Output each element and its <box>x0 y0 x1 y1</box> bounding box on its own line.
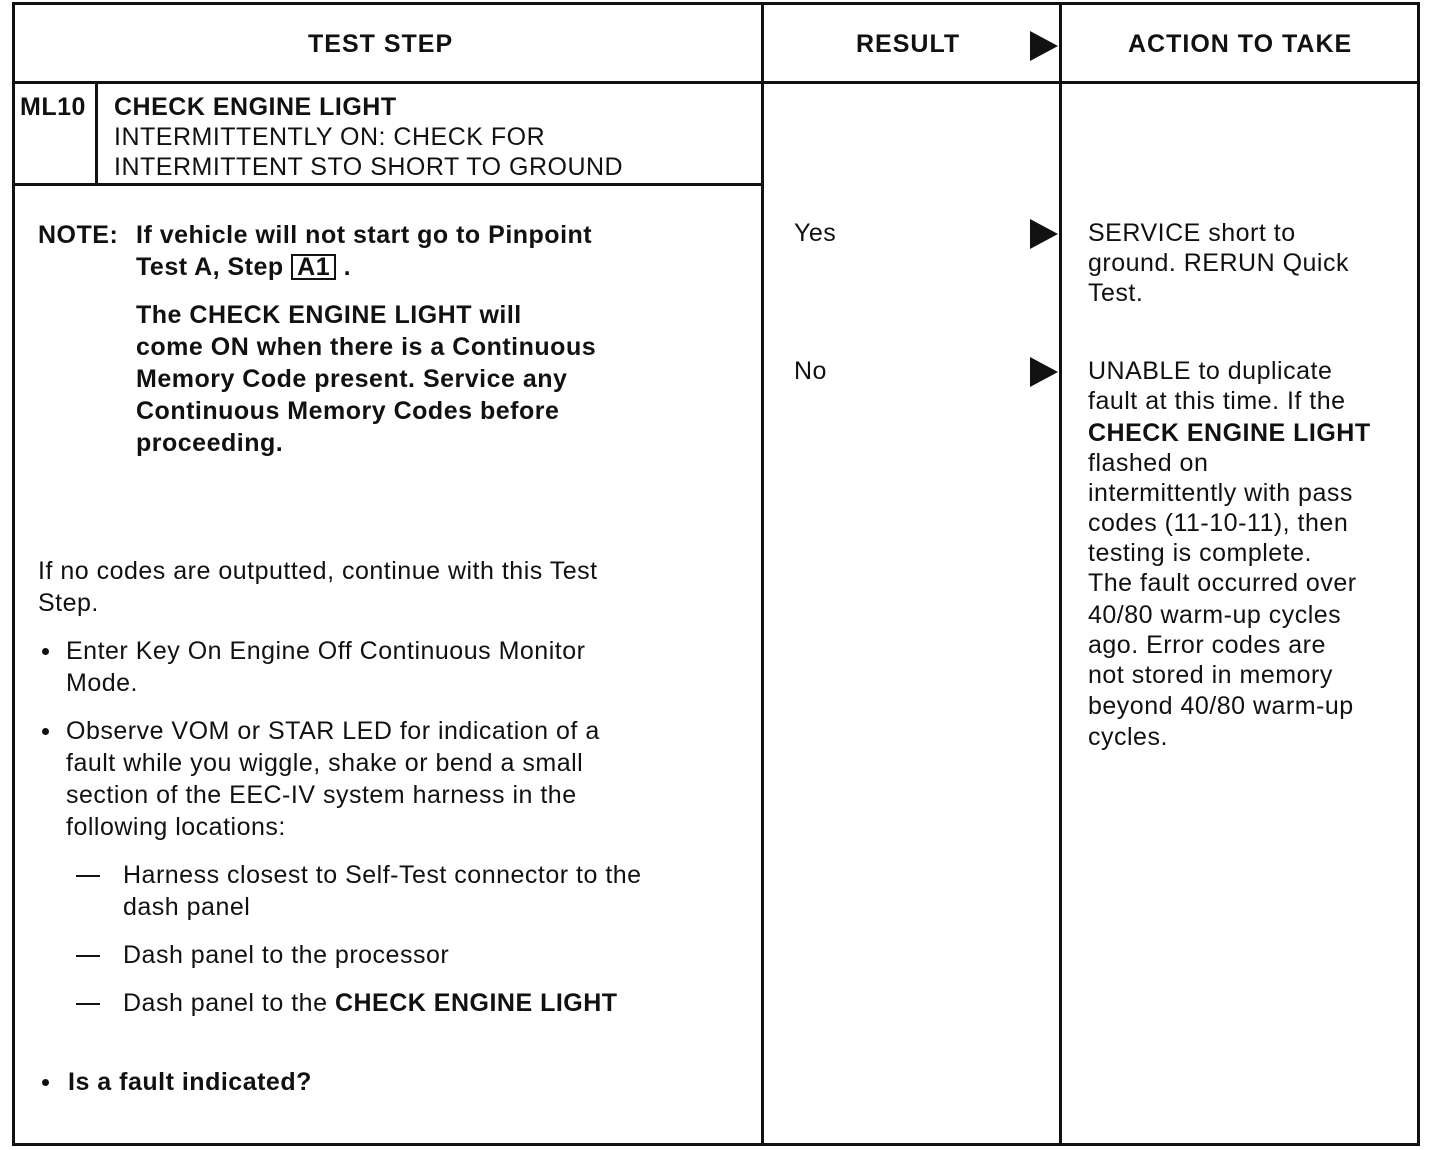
step-id-divider <box>95 82 98 185</box>
action-yes-line: ground. RERUN Quick <box>1088 249 1349 277</box>
step-id: ML10 <box>20 93 86 121</box>
column-divider-result <box>761 2 764 1146</box>
bullet-icon <box>42 1079 49 1086</box>
bullet-icon <box>42 728 49 735</box>
arrow-yes-icon <box>1030 219 1058 249</box>
bullet2-line: fault while you wiggle, shake or bend a small <box>66 749 584 777</box>
action-no-line: 40/80 warm-up cycles <box>1088 601 1342 629</box>
action-no-line: codes (11-10-11), then <box>1088 509 1349 537</box>
note-label: NOTE: <box>38 221 119 249</box>
dash1-line: dash panel <box>123 893 251 921</box>
dash-icon <box>76 875 100 877</box>
action-no-line: intermittently with pass <box>1088 479 1353 507</box>
dash-icon <box>76 1003 100 1005</box>
intro-line: Step. <box>38 589 99 617</box>
step-desc-line2: INTERMITTENT STO SHORT TO GROUND <box>114 153 624 181</box>
action-no-line: The fault occurred over <box>1088 569 1357 597</box>
dash3-bold: CHECK ENGINE LIGHT <box>334 989 618 1017</box>
header-result: RESULT <box>856 30 961 58</box>
note-p2-line: proceeding. <box>136 429 284 457</box>
note-p2-line: The CHECK ENGINE LIGHT will <box>136 301 522 329</box>
bullet-icon <box>42 648 49 655</box>
bullet2-line: section of the EEC-IV system harness in the <box>66 781 577 809</box>
dash3-prefix: Dash panel to the <box>123 989 328 1017</box>
column-divider-action <box>1059 2 1062 1146</box>
header-arrow-icon <box>1030 31 1058 61</box>
action-yes-line: Test. <box>1088 279 1144 307</box>
note-p2-line: Memory Code present. Service any <box>136 365 568 393</box>
action-no-line: UNABLE to duplicate <box>1088 357 1333 385</box>
step-desc-line1: INTERMITTENTLY ON: CHECK FOR <box>114 123 546 151</box>
header-action: ACTION TO TAKE <box>1128 30 1353 58</box>
action-no-line: ago. Error codes are <box>1088 631 1326 659</box>
action-no-line: fault at this time. If the <box>1088 387 1346 415</box>
step-title-divider <box>12 183 764 186</box>
note-line2-prefix: Test A, Step <box>136 253 284 281</box>
note-line1: If vehicle will not start go to Pinpoint <box>136 221 593 249</box>
action-no-line: not stored in memory <box>1088 661 1333 689</box>
bullet1-line: Enter Key On Engine Off Continuous Monitor <box>66 637 586 665</box>
step-ref-box: A1 <box>291 254 336 280</box>
note-line2 <box>136 252 351 283</box>
action-no-bold: CHECK ENGINE LIGHT <box>1088 419 1371 447</box>
dash2-line: Dash panel to the processor <box>123 941 450 969</box>
dash-icon <box>76 955 100 957</box>
dash1-line: Harness closest to Self-Test connector to the <box>123 861 642 889</box>
bullet1-line: Mode. <box>66 669 138 697</box>
dash3-line <box>123 988 618 1019</box>
header-divider <box>12 81 1420 84</box>
action-yes-line: SERVICE short to <box>1088 219 1296 247</box>
intro-line: If no codes are outputted, continue with this Test <box>38 557 598 585</box>
header-test-step: TEST STEP <box>308 30 454 58</box>
bullet2-line: Observe VOM or STAR LED for indication of a <box>66 717 600 745</box>
note-p2-line: Continuous Memory Codes before <box>136 397 560 425</box>
action-no-line: cycles. <box>1088 723 1168 751</box>
note-p2-line: come ON when there is a Continuous <box>136 333 597 361</box>
step-title: CHECK ENGINE LIGHT <box>114 93 397 121</box>
action-no-line: beyond 40/80 warm-up <box>1088 692 1354 720</box>
action-no-line: testing is complete. <box>1088 539 1312 567</box>
note-line2-suffix: . <box>343 253 352 281</box>
question: Is a fault indicated? <box>68 1068 312 1096</box>
result-no: No <box>794 357 827 385</box>
result-yes: Yes <box>794 219 837 247</box>
action-no-line: flashed on <box>1088 449 1209 477</box>
bullet2-line: following locations: <box>66 813 286 841</box>
arrow-no-icon <box>1030 357 1058 387</box>
